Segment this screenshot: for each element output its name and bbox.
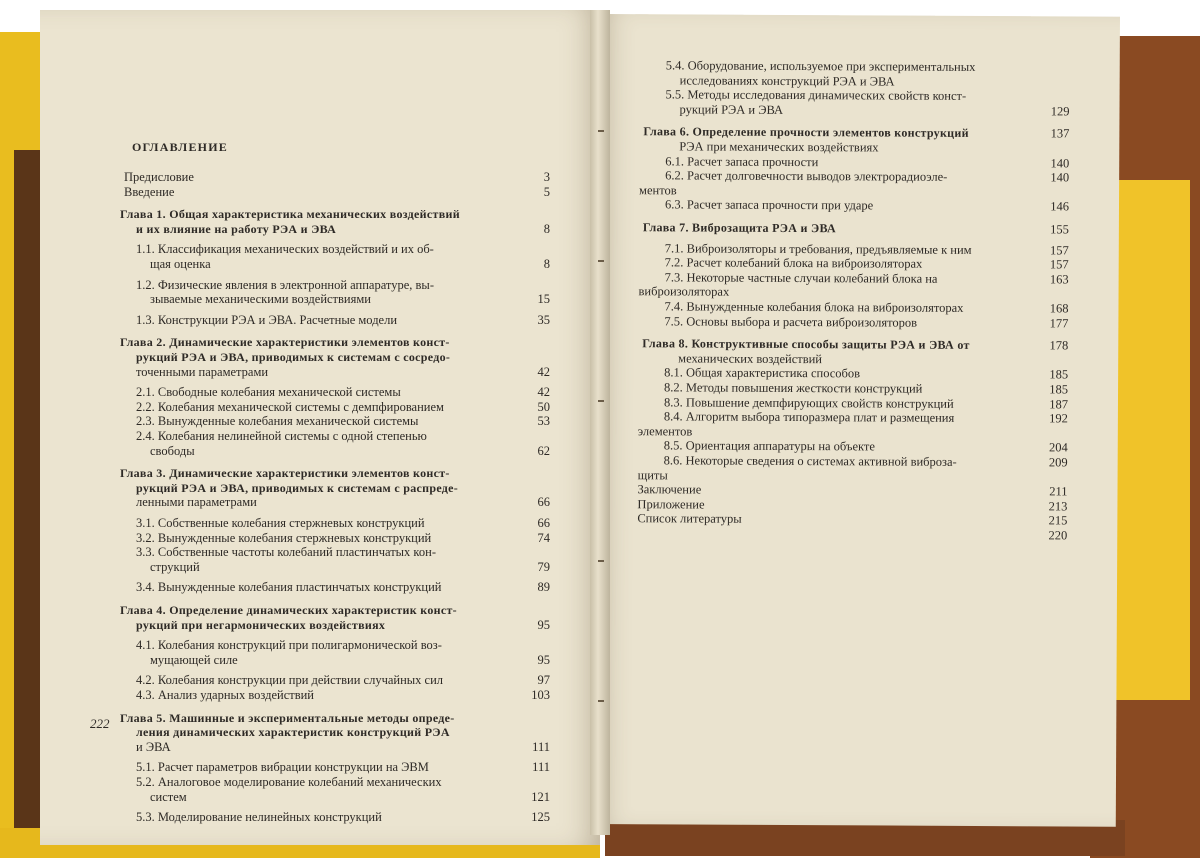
toc-entry-text: 2.1. Свободные колебания механической системы xyxy=(136,385,401,400)
spine-stitch xyxy=(598,260,604,262)
toc-page-number: 111 xyxy=(532,760,550,775)
toc-entry-text: 7.5. Основы выбора и расчета виброизоляторов xyxy=(664,313,918,330)
toc-entry-text: 4.3. Анализ ударных воздействий xyxy=(136,688,314,702)
toc-entry-text: РЭА при механических воздействиях xyxy=(679,139,879,155)
toc-entry-text: 7.3. Некоторые частные случаи колебаний блока на xyxy=(664,270,938,286)
left-page xyxy=(40,10,600,845)
spine-stitch xyxy=(598,560,604,562)
toc-page-number: 8 xyxy=(543,221,550,236)
toc-entry-text: Глава 1. Общая характеристика механических воздействий xyxy=(120,207,460,222)
toc-page-number: 220 xyxy=(1048,528,1068,543)
toc-page-number: 137 xyxy=(1050,126,1070,141)
toc-entry-text: ментов xyxy=(639,183,677,198)
toc-entry-text: 8.1. Общая характеристика способов xyxy=(664,365,861,381)
toc-entry-text: Глава 5. Машинные и экспериментальные методы опреде- xyxy=(120,710,455,725)
toc-entry-text: 1.1. Классификация механических воздействий и их об- xyxy=(136,242,434,257)
toc-entry-text: Глава 2. Динамические характеристики элементов конст- xyxy=(120,335,450,350)
spine-stitch xyxy=(598,400,604,402)
toc-entry-text: рукций при негармонических воздействиях xyxy=(136,617,386,632)
toc-entry-text: рукций РЭА и ЭВА, приводимых к системам с распреде- xyxy=(136,480,459,495)
toc-page-number: 140 xyxy=(1050,170,1070,185)
toc-entry-text: элементов xyxy=(637,424,693,439)
toc-page-number: 121 xyxy=(531,789,550,804)
toc-page-number: 177 xyxy=(1049,315,1069,331)
toc-page-number: 97 xyxy=(537,673,550,688)
toc-entry-text: 2.3. Вынужденные колебания механической системы xyxy=(136,414,419,429)
toc-entry-text: щая оценка xyxy=(150,257,211,271)
toc-entry-text: 5.3. Моделирование нелинейных конструкций xyxy=(136,810,382,825)
toc-entry-text: 6.1. Расчет запаса прочности xyxy=(665,153,819,169)
toc-page-number: 157 xyxy=(1049,242,1069,258)
toc-page-number: 53 xyxy=(537,414,550,429)
toc-entry-text: 3.1. Собственные колебания стержневых конструкций xyxy=(136,516,425,530)
toc-page-number: 129 xyxy=(1050,104,1070,119)
toc-entry-text: ления динамических характеристик конструкций РЭА xyxy=(136,725,450,740)
toc-entry-text: исследованиях конструкций РЭА и ЭВА xyxy=(679,73,895,89)
toc-entry-text: мущающей силе xyxy=(150,652,238,667)
toc-entry-text: 8.3. Повышение демпфирующих свойств конструкций xyxy=(663,394,954,411)
toc-entry-text: Приложение xyxy=(637,496,705,512)
toc-entry-text: 5.2. Аналоговое моделирование колебаний механических xyxy=(136,775,442,789)
toc-page-number: 3 xyxy=(543,170,550,184)
toc-page-number: 15 xyxy=(537,292,550,307)
toc-page-number: 192 xyxy=(1049,411,1068,426)
toc-entry-text: 6.3. Расчет запаса прочности при ударе xyxy=(664,197,874,213)
toc-heading: ОГЛАВЛЕНИЕ xyxy=(132,140,228,154)
toc-page-number: 185 xyxy=(1049,382,1069,397)
toc-entry-text: 5.5. Методы исследования динамических свойств конст- xyxy=(665,87,967,104)
cover-yellow-right xyxy=(1110,180,1190,700)
right-toc-list xyxy=(600,14,1120,543)
toc-entry-text: 7.1. Виброизоляторы и требования, предъявляемые к ним xyxy=(664,240,972,257)
toc-entry-text: 4.1. Колебания конструкций при полигармонической воз- xyxy=(136,638,442,653)
toc-page-number: 95 xyxy=(537,617,550,632)
spine-stitch xyxy=(598,700,604,702)
toc-entry-text: 8.2. Методы повышения жесткости конструкций xyxy=(664,380,923,396)
book-spine xyxy=(590,10,610,835)
toc-entry-text: 4.2. Колебания конструкции при действии случайных сил xyxy=(136,673,444,688)
toc-entry-text: виброизоляторах xyxy=(638,284,730,300)
toc-entry-text: 1.3. Конструкции РЭА и ЭВА. Расчетные модели xyxy=(136,312,398,327)
toc-entry-text: и ЭВА xyxy=(136,739,171,754)
toc-page-number: 42 xyxy=(537,364,550,379)
toc-entry-text: Заключение xyxy=(637,482,702,497)
toc-entry-text: зываемые механическими воздействиями xyxy=(150,292,371,307)
toc-entry-text: рукций РЭА и ЭВА xyxy=(679,102,784,117)
toc-page-number: 155 xyxy=(1050,222,1069,237)
toc-page-number: 185 xyxy=(1049,367,1069,382)
toc-entry-text: Введение xyxy=(124,184,175,199)
toc-entry-text: Глава 8. Конструктивные способы защиты РЭА и ЭВА от xyxy=(642,336,970,353)
toc-page-number: 50 xyxy=(537,399,550,414)
toc-entry-text: свободы xyxy=(150,443,195,458)
toc-entry-text: и их влияние на работу РЭА и ЭВА xyxy=(136,221,337,236)
toc-page-number: 168 xyxy=(1049,301,1069,316)
toc-entry-text: Предисловие xyxy=(124,170,194,184)
toc-page-number: 62 xyxy=(537,443,550,458)
toc-page-number: 211 xyxy=(1049,484,1068,499)
toc-entry-text: 3.2. Вынужденные колебания стержневых конструкций xyxy=(136,530,432,545)
toc-page-number: 178 xyxy=(1049,338,1069,353)
toc-entry-text: Глава 7. Виброзащита РЭА и ЭВА xyxy=(642,220,837,236)
toc-entry-text: систем xyxy=(150,789,187,804)
toc-page-number: 140 xyxy=(1050,155,1070,171)
toc-page-number: 187 xyxy=(1049,396,1069,412)
toc-entry-text: точенными параметрами xyxy=(136,364,269,379)
spine-stitch xyxy=(598,130,604,132)
toc-page-number: 204 xyxy=(1048,440,1068,455)
toc-entry-text: 7.4. Вынужденные колебания блока на виброизоляторах xyxy=(664,299,964,315)
toc-entry-text: 3.4. Вынужденные колебания пластинчатых конструкций xyxy=(136,580,442,595)
right-page xyxy=(596,14,1120,827)
toc-page-number: 66 xyxy=(537,495,550,510)
toc-page-number: 213 xyxy=(1048,499,1068,514)
toc-page-number: 157 xyxy=(1049,257,1069,272)
toc-entry-text: 5.1. Расчет параметров вибрации конструкции на ЭВМ xyxy=(136,760,429,775)
toc-page-number: 215 xyxy=(1048,513,1068,528)
toc-entry-text: 3.3. Собственные частоты колебаний пластинчатых кон- xyxy=(136,545,436,560)
toc-entry-text: 5.4. Оборудование, используемое при экспериментальных xyxy=(665,58,976,74)
toc-page-number: 79 xyxy=(537,559,550,574)
toc-page-number: 8 xyxy=(543,257,550,271)
toc-page-number: 111 xyxy=(532,739,550,754)
page-number-left: 222 xyxy=(90,716,110,731)
toc-page-number: 42 xyxy=(537,385,550,400)
toc-page-number: 163 xyxy=(1049,272,1069,287)
toc-entry-text: рукций РЭА и ЭВА, приводимых к системам с сосредо- xyxy=(136,350,451,364)
toc-entry-text: 8.6. Некоторые сведения о системах активной виброза- xyxy=(663,453,957,469)
toc-entry-text: 8.4. Алгоритм выбора типоразмера плат и размещения xyxy=(663,409,955,426)
toc-entry-text: 1.2. Физические явления в электронной аппаратуре, вы- xyxy=(136,277,434,292)
toc-page-number: 125 xyxy=(531,810,550,825)
toc-entry-text: 2.4. Колебания нелинейной системы с одной степенью xyxy=(136,429,427,443)
toc-entry-text: щиты xyxy=(637,467,668,482)
toc-entry-text: 7.2. Расчет колебаний блока на виброизоляторах xyxy=(664,255,923,271)
toc-entry-text: Список литературы xyxy=(637,511,742,527)
toc-page-number: 74 xyxy=(537,530,550,545)
toc-entry-text: Глава 3. Динамические характеристики элементов конст- xyxy=(120,466,450,481)
toc-entry-text: 6.2. Расчет долговечности выводов электрорадиоэле- xyxy=(665,168,948,185)
toc-entry-text: ленными параметрами xyxy=(136,495,257,510)
toc-page-number: 5 xyxy=(543,184,550,199)
toc-page-number: 103 xyxy=(531,688,550,702)
toc-entry-text: 8.5. Ориентация аппаратуры на объекте xyxy=(663,438,875,454)
toc-entry-text: Глава 6. Определение прочности элементов конструкций xyxy=(643,124,969,141)
toc-entry-text: струкций xyxy=(150,559,200,574)
toc-page-number: 209 xyxy=(1048,455,1068,470)
toc-page-number: 146 xyxy=(1050,199,1070,214)
toc-entry-text: 2.2. Колебания механической системы с демпфированием xyxy=(136,399,444,414)
toc-page-number: 89 xyxy=(537,580,550,595)
toc-entry-text: механических воздействий xyxy=(678,351,823,366)
toc-entry-text: Глава 4. Определение динамических характеристик конст- xyxy=(120,603,457,617)
toc-page-number: 95 xyxy=(537,652,550,667)
toc-page-number: 35 xyxy=(537,312,550,327)
toc-page-number: 66 xyxy=(537,516,550,530)
